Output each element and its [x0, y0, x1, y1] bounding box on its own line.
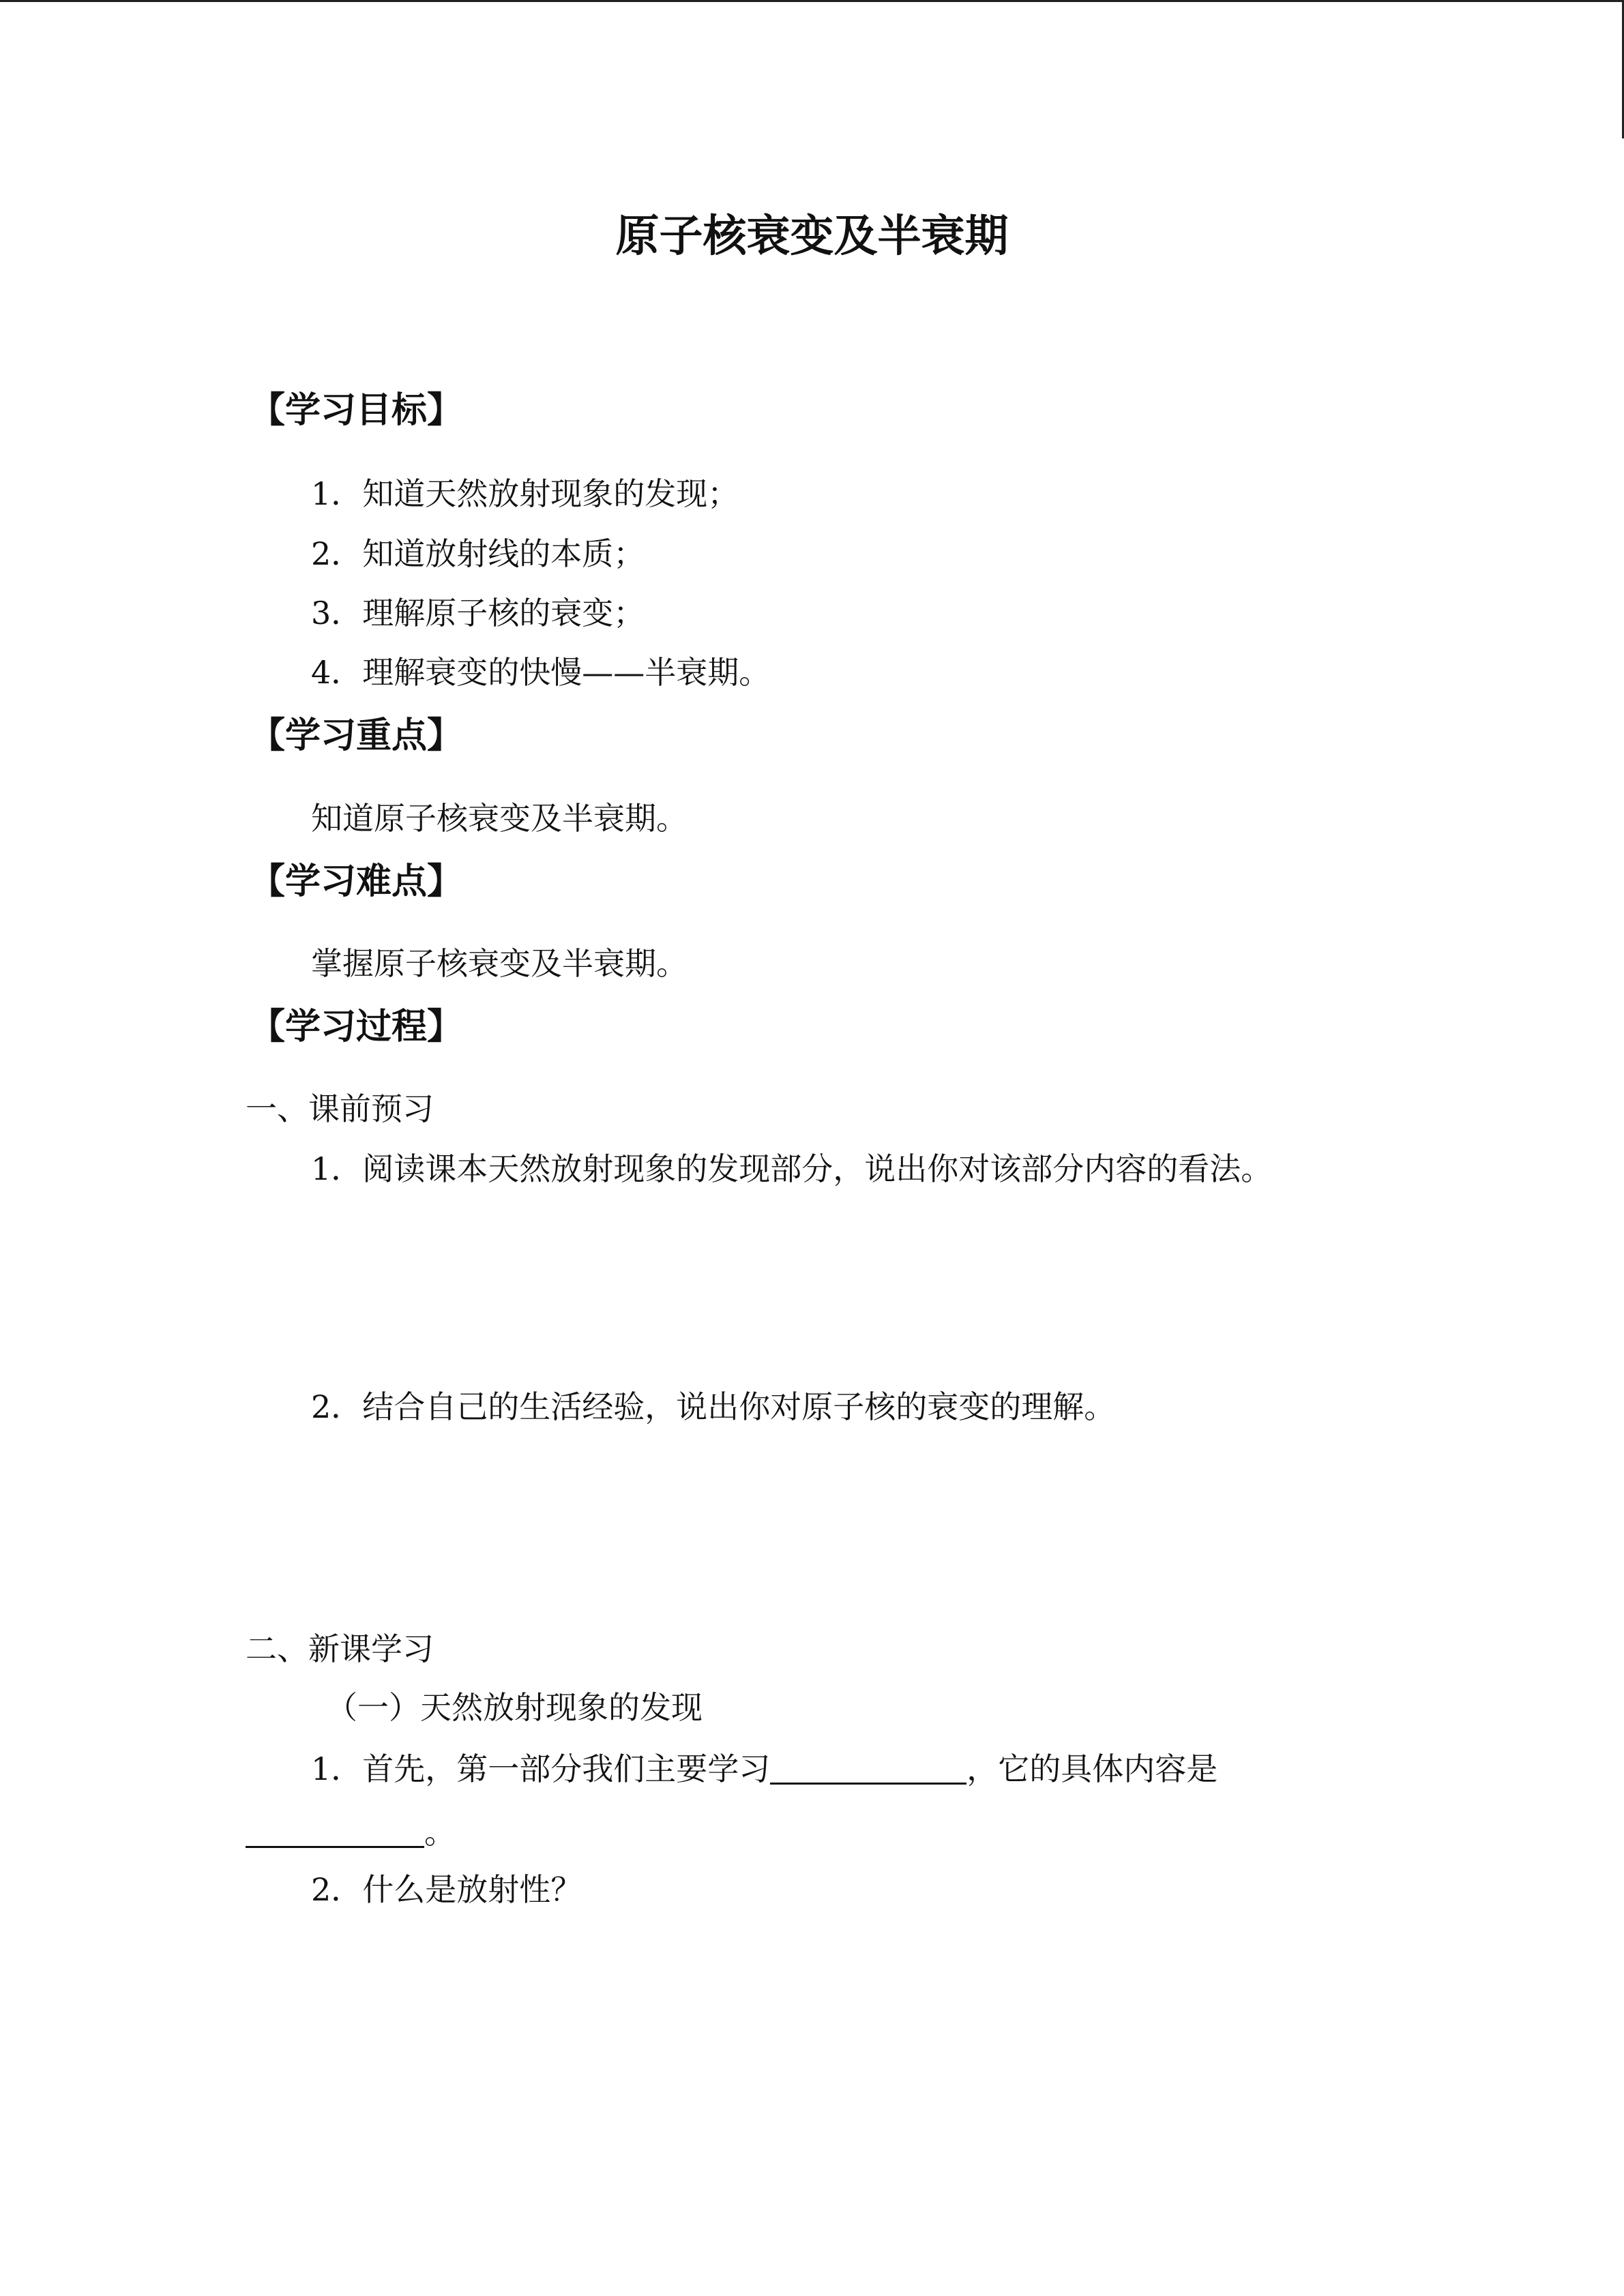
preview-section-title: 一、课前预习 [246, 1090, 434, 1127]
question-1-middle: ，它的具体内容是 [966, 1750, 1218, 1787]
goal-item-3: 3．理解原子核的衰变； [311, 595, 645, 631]
difficulty-heading: 【学习难点】 [250, 861, 463, 902]
difficulty-text: 掌握原子核衰变及半衰期。 [311, 945, 688, 982]
goal-item-2: 2．知道放射线的本质； [311, 535, 645, 572]
goal-item-4: 4．理解衰变的快慢——半衰期。 [311, 654, 771, 691]
fill-in-blank-2[interactable] [246, 1816, 424, 1848]
goal-item-1: 1．知道天然放射现象的发现； [311, 475, 739, 512]
new-lesson-question-2: 2．什么是放射性？ [311, 1871, 582, 1908]
goals-heading: 【学习目标】 [250, 390, 463, 431]
new-lesson-section-title: 二、新课学习 [246, 1630, 434, 1667]
new-lesson-question-1 [311, 1750, 1218, 1787]
preview-question-2: 2．结合自己的生活经验，说出你对原子核的衰变的理解。 [311, 1388, 1116, 1425]
focus-text: 知道原子核衰变及半衰期。 [311, 800, 688, 837]
focus-heading: 【学习重点】 [250, 715, 463, 756]
process-heading: 【学习过程】 [250, 1007, 463, 1047]
question-1-end: 。 [424, 1814, 456, 1851]
document-title: 原子核衰变及半衰期 [615, 211, 1009, 262]
new-lesson-question-1-continued [246, 1814, 456, 1851]
fill-in-blank-1[interactable] [770, 1753, 966, 1785]
preview-question-1: 1．阅读课本天然放射现象的发现部分，说出你对该部分内容的看法。 [311, 1150, 1273, 1187]
subsection-title: （一）天然放射现象的发现 [326, 1689, 703, 1726]
question-1-prefix: 1．首先，第一部分我们主要学习 [311, 1750, 771, 1787]
